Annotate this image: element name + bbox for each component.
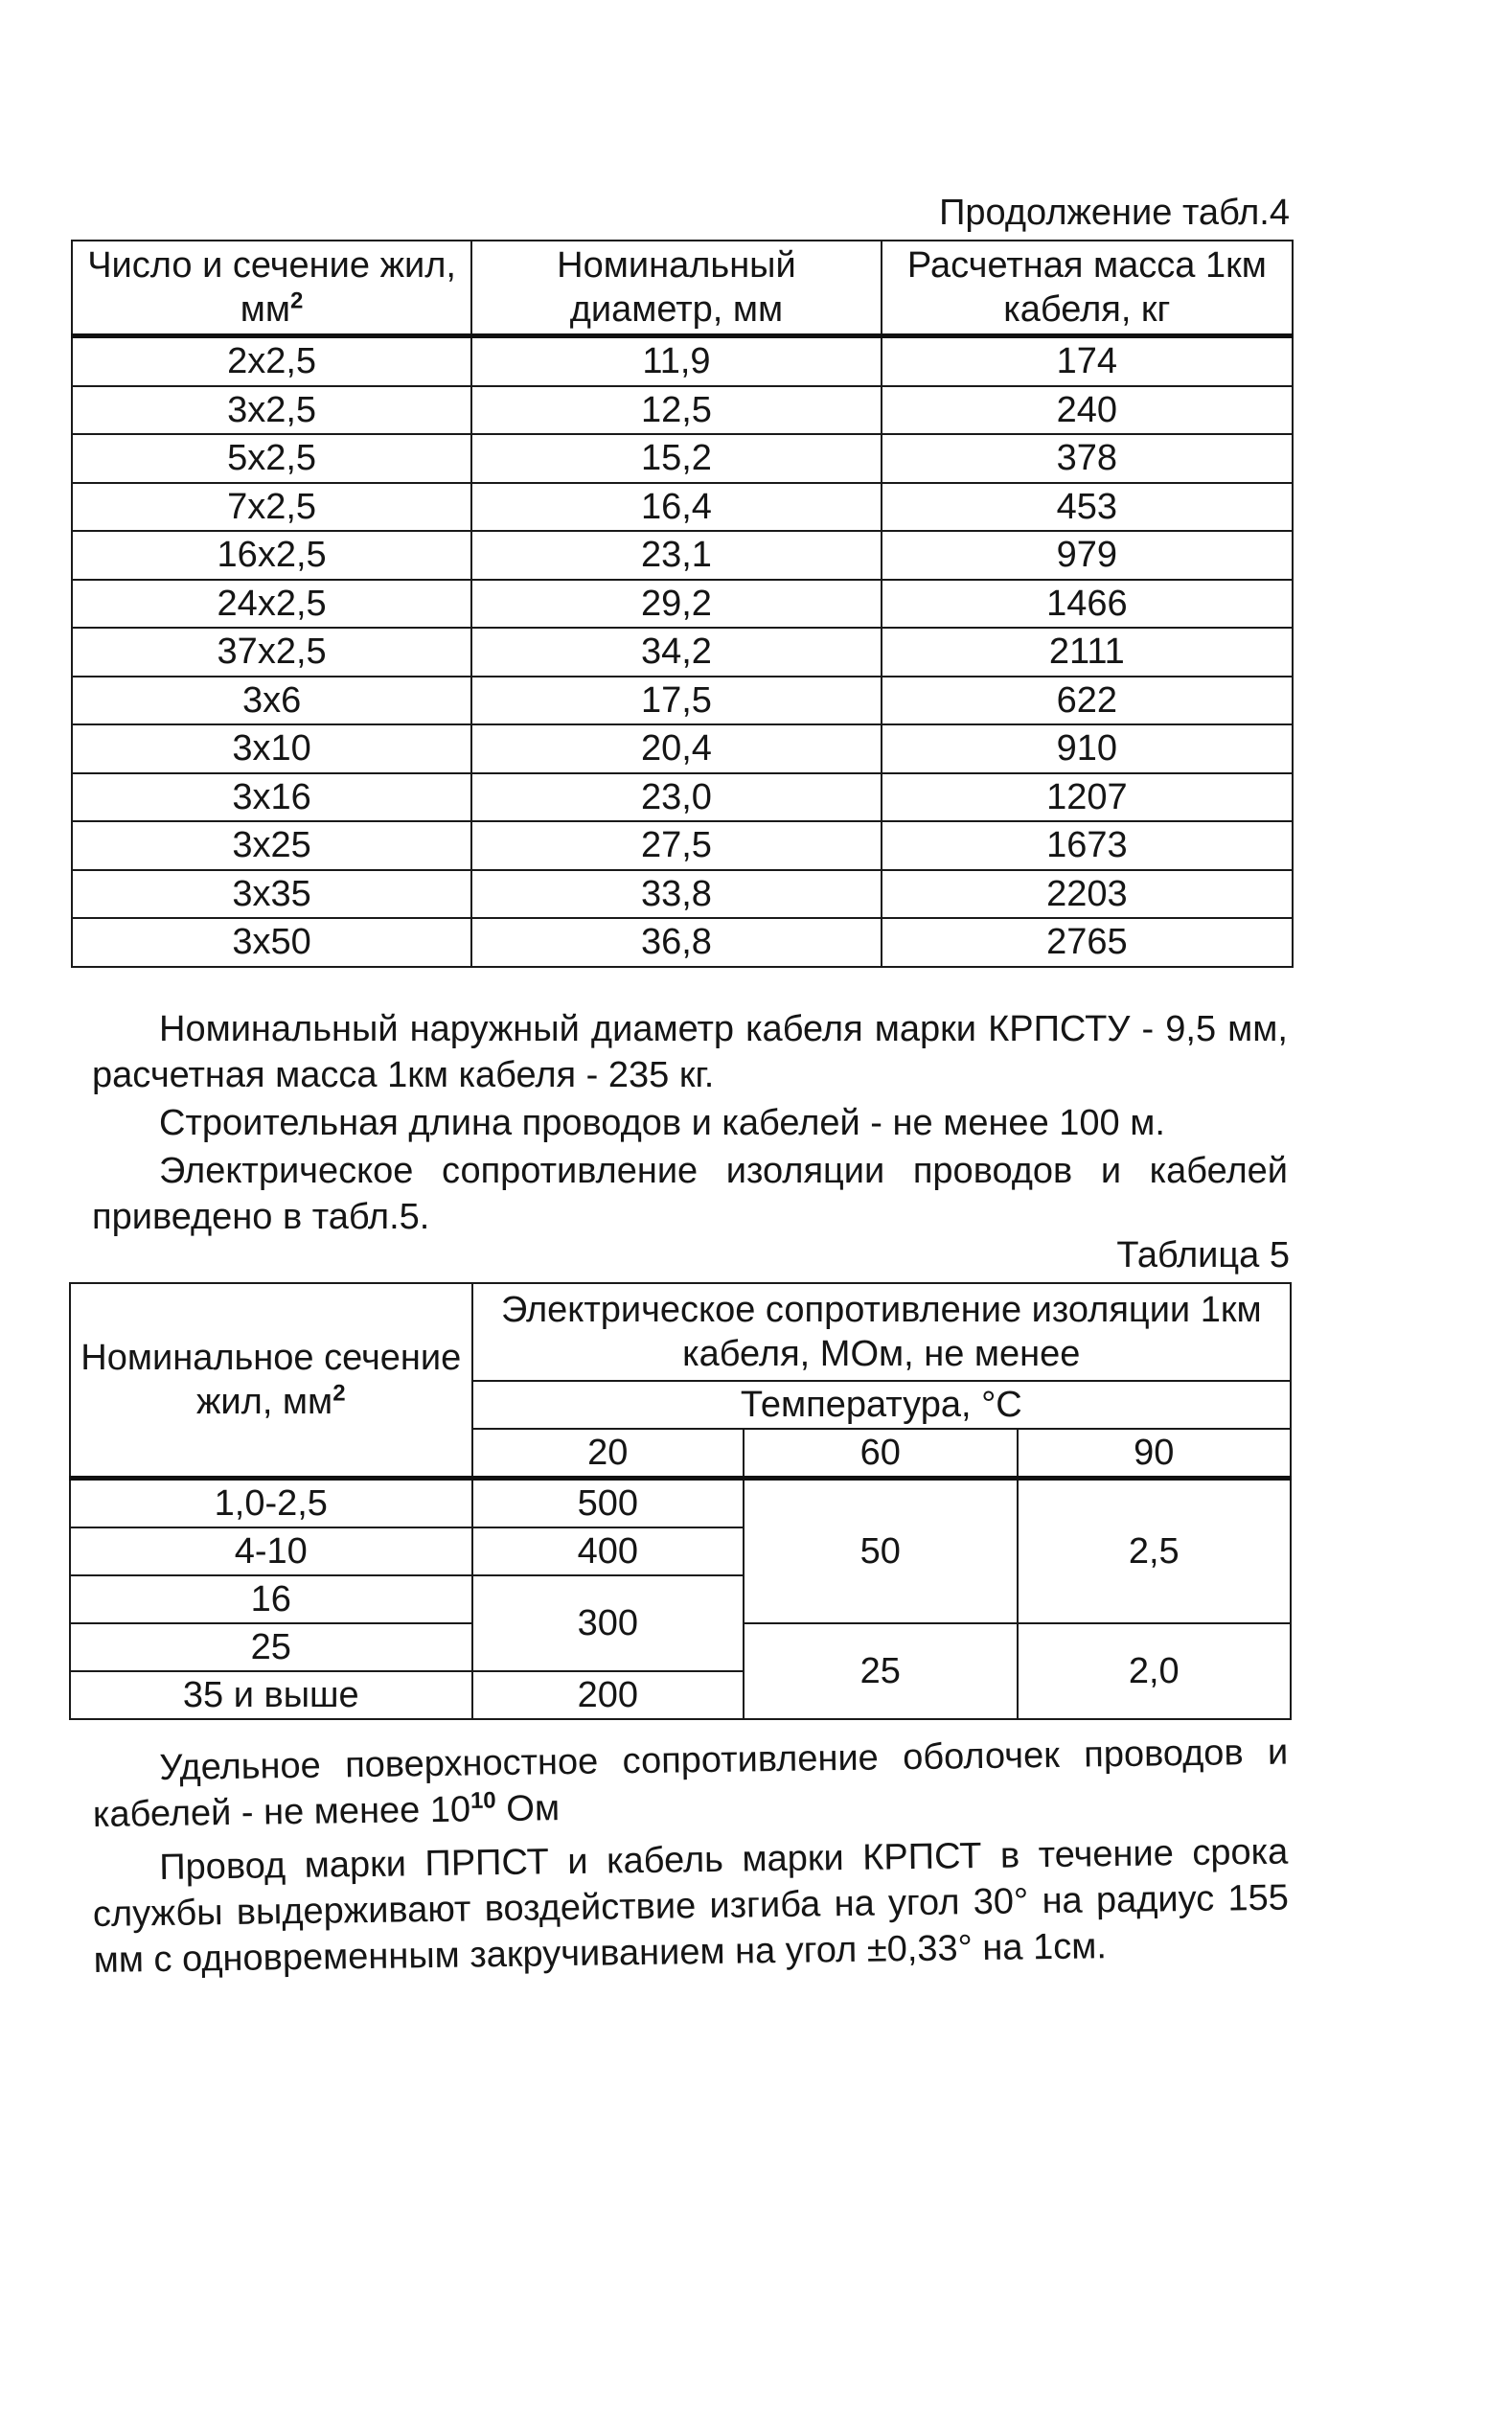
- cell-section: 1,0-2,5: [70, 1479, 472, 1528]
- cell-mass: 453: [882, 483, 1293, 532]
- table-row: [72, 386, 1293, 435]
- cell-value-20: 300: [472, 1575, 745, 1671]
- cell-mass: 622: [882, 677, 1293, 725]
- cell-mass: 1466: [882, 580, 1293, 629]
- cell-diameter: 23,1: [471, 531, 882, 580]
- cell-diameter: 27,5: [471, 821, 882, 870]
- cell-diameter: 34,2: [471, 628, 882, 677]
- cell-section: 3x50: [72, 918, 471, 967]
- header-calculated-mass: Расчетная масса 1км кабеля, кг: [882, 241, 1293, 336]
- cell-value-90: 2,5: [1018, 1479, 1292, 1624]
- table-row: [72, 724, 1293, 773]
- header-temp-90: 90: [1018, 1429, 1292, 1479]
- header-nominal-section: [70, 1283, 472, 1479]
- cell-section: 3x6: [72, 677, 471, 725]
- cell-section: 16: [70, 1575, 472, 1623]
- table5-header-row-1: [70, 1283, 1291, 1381]
- paragraph-construction-length: Строительная длина проводов и кабелей - не менее 100 м.: [159, 1103, 1165, 1143]
- table-row: [72, 870, 1293, 919]
- surface-resistance-exponent: 10: [470, 1787, 496, 1814]
- cell-diameter: 11,9: [471, 336, 882, 386]
- cell-mass: 240: [882, 386, 1293, 435]
- cell-mass: 378: [882, 434, 1293, 483]
- cell-diameter: 16,4: [471, 483, 882, 532]
- table4-header-row: [72, 241, 1293, 336]
- cell-mass: 2765: [882, 918, 1293, 967]
- header-nominal-section-sup: 2: [332, 1380, 346, 1407]
- cell-diameter: 15,2: [471, 434, 882, 483]
- cell-section: 3x16: [72, 773, 471, 822]
- cell-diameter: 17,5: [471, 677, 882, 725]
- surface-resistance-unit: Ом: [495, 1788, 561, 1830]
- header-temp-60: 60: [744, 1429, 1017, 1479]
- cell-mass: 2203: [882, 870, 1293, 919]
- cell-mass: 1673: [882, 821, 1293, 870]
- cell-mass: 1207: [882, 773, 1293, 822]
- cell-section: 37x2,5: [72, 628, 471, 677]
- table-row: [72, 483, 1293, 532]
- cable-properties-table: [71, 240, 1294, 968]
- paragraph-insulation-reference: Электрическое сопротивление изоляции проводов и кабелей приведено в табл.5.: [92, 1151, 1288, 1237]
- table-row: [72, 918, 1293, 967]
- table-row: [72, 580, 1293, 629]
- cell-mass: 174: [882, 336, 1293, 386]
- header-cores-section-sup: 2: [290, 287, 304, 314]
- cell-section: 16x2,5: [72, 531, 471, 580]
- cell-value-20: 400: [472, 1527, 745, 1575]
- table-row: [72, 821, 1293, 870]
- table5-caption: Таблица 5: [1116, 1235, 1290, 1275]
- insulation-resistance-table: [69, 1282, 1292, 1720]
- surface-resistance-text: Удельное поверхностное сопротивление оболочек проводов и кабелей - не менее 10: [92, 1732, 1289, 1835]
- header-nominal-diameter: Номинальный диаметр, мм: [471, 241, 882, 336]
- header-temp-20: 20: [472, 1429, 745, 1479]
- cell-section: 3x2,5: [72, 386, 471, 435]
- cell-diameter: 33,8: [471, 870, 882, 919]
- cell-diameter: 36,8: [471, 918, 882, 967]
- cell-value-60: 25: [744, 1623, 1017, 1719]
- cell-diameter: 23,0: [471, 773, 882, 822]
- paragraph-surface-resistance: [92, 1730, 1289, 1838]
- cell-mass: 2111: [882, 628, 1293, 677]
- table-row: [72, 677, 1293, 725]
- cell-mass: 910: [882, 724, 1293, 773]
- table-row: [72, 628, 1293, 677]
- table-row: [72, 773, 1293, 822]
- cell-section: 24x2,5: [72, 580, 471, 629]
- header-insulation-resistance: Электрическое сопротивление изоляции 1км кабеля, МОм, не менее: [472, 1283, 1291, 1381]
- cell-diameter: 29,2: [471, 580, 882, 629]
- cell-section: 5x2,5: [72, 434, 471, 483]
- cell-section: 7x2,5: [72, 483, 471, 532]
- cell-value-20: 500: [472, 1479, 745, 1528]
- cell-value-20: 200: [472, 1671, 745, 1719]
- cell-value-90: 2,0: [1018, 1623, 1292, 1719]
- table-row: [70, 1479, 1291, 1528]
- cell-value-60: 50: [744, 1479, 1017, 1624]
- cell-section: 2x2,5: [72, 336, 471, 386]
- paragraph-bending-torsion: Провод марки ПРПСТ и кабель марки КРПСТ в течение срока службы выдерживают воздействие изгиба на угол 30° на радиус 155 мм с одновременным закручиванием на угол ±0,33° на 1см.: [92, 1831, 1290, 1981]
- cell-section: 25: [70, 1623, 472, 1671]
- header-cores-section-text: Число и сечение жил, мм: [87, 245, 456, 330]
- cell-section: 3x25: [72, 821, 471, 870]
- header-cores-section: [72, 241, 471, 336]
- paragraph-krpstu-diameter: Номинальный наружный диаметр кабеля марки КРПСТУ - 9,5 мм, расчетная масса 1км кабеля - 235 кг.: [92, 1009, 1288, 1095]
- cell-section: 3x35: [72, 870, 471, 919]
- table-row: [72, 434, 1293, 483]
- header-nominal-section-text: Номинальное сечение жил, мм: [80, 1338, 462, 1422]
- cell-section: 3x10: [72, 724, 471, 773]
- cell-diameter: 20,4: [471, 724, 882, 773]
- header-temperature: Температура, °С: [472, 1381, 1291, 1429]
- table-row: [72, 336, 1293, 386]
- table-row: [72, 531, 1293, 580]
- table4-caption: Продолжение табл.4: [939, 193, 1290, 233]
- cell-mass: 979: [882, 531, 1293, 580]
- cell-diameter: 12,5: [471, 386, 882, 435]
- cell-section: 35 и выше: [70, 1671, 472, 1719]
- cell-section: 4-10: [70, 1527, 472, 1575]
